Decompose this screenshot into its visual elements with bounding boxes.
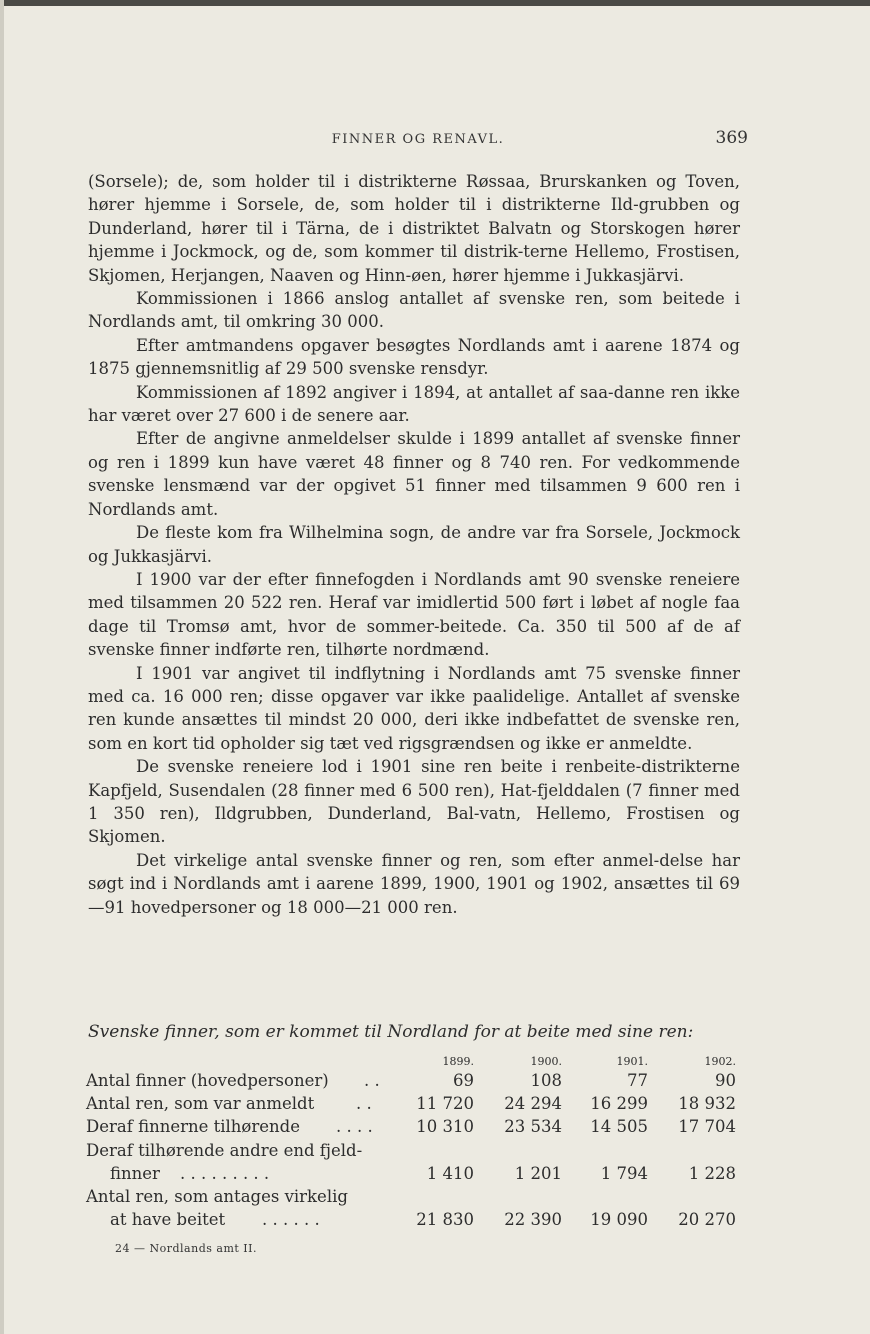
year-header: 1900. bbox=[530, 1055, 562, 1068]
page-header bbox=[88, 128, 748, 152]
row-label: Deraf tilhørende andre end fjeld- bbox=[86, 1140, 363, 1160]
table-cell: 90 bbox=[715, 1071, 736, 1090]
table-cell: 1 794 bbox=[600, 1163, 648, 1183]
table-header-row bbox=[86, 1055, 742, 1071]
table-cell: 1 228 bbox=[688, 1163, 736, 1183]
row-label: Antal finner (hovedpersoner) bbox=[86, 1071, 329, 1090]
table-cell: 14 505 bbox=[590, 1117, 648, 1137]
table-row bbox=[86, 1094, 742, 1117]
year-header: 1902. bbox=[704, 1055, 736, 1068]
running-head: FINNER OG RENAVL. bbox=[331, 132, 505, 147]
table-row bbox=[86, 1117, 742, 1140]
paragraph: De svenske reneiere lod i 1901 sine ren beite i renbeite-distrikterne Kapfjeld, Susendalen (28 finner med 6 500 ren), Hat-fjelddalen (7 finner med 1 350 ren), Ildgrubben, Dunderland, Bal-vatn, Hellemo, Frostisen og Skjomen. bbox=[88, 757, 740, 847]
table-cell: 16 299 bbox=[590, 1094, 648, 1114]
table-cell: 11 720 bbox=[416, 1094, 474, 1114]
row-label: Antal ren, som antages virkelig bbox=[86, 1186, 348, 1206]
table-cell: 21 830 bbox=[416, 1210, 474, 1230]
table-cell: 19 090 bbox=[590, 1210, 648, 1230]
paragraph: De fleste kom fra Wilhelmina sogn, de andre var fra Sorsele, Jockmock og Jukkasjärvi. bbox=[88, 523, 740, 566]
leader-dots: . . bbox=[364, 1071, 380, 1090]
footnote: 24 — Nordlands amt II. bbox=[115, 1242, 257, 1255]
table-row-continuation bbox=[86, 1164, 742, 1187]
leader-dots: . . . . . . bbox=[262, 1210, 320, 1230]
leader-dots: . . bbox=[356, 1094, 372, 1114]
table-row bbox=[86, 1141, 742, 1164]
paragraph: Kommissionen af 1892 angiver i 1894, at antallet af saa-danne ren ikke har været over 27 600 i de senere aar. bbox=[88, 382, 740, 426]
row-label: Deraf finnerne tilhørende bbox=[86, 1117, 300, 1137]
paragraph: I 1901 var angivet til indflytning i Nordlands amt 75 svenske finner med ca. 16 000 ren; disse opgaver var ikke paalidelige. Antallet af svenske ren kunde ansættes til mindst 20 000, deri ikke indbefattet de svenske ren, som en kort tid opholder sig tæt ved rigsgrændsen og ikke er anmeldte. bbox=[88, 663, 740, 753]
table-cell: 1 410 bbox=[426, 1163, 474, 1183]
table-cell: 77 bbox=[627, 1071, 648, 1090]
table-row bbox=[86, 1187, 742, 1210]
table-cell: 69 bbox=[453, 1071, 474, 1090]
scan-top-edge bbox=[0, 0, 870, 6]
leader-dots: . . . . . . . . . bbox=[180, 1163, 270, 1183]
body-text bbox=[88, 170, 740, 919]
paragraph: Kommissionen i 1866 anslog antallet af svenske ren, som beitede i Nordlands amt, til omkring 30 000. bbox=[88, 289, 740, 332]
paragraph: I 1900 var der efter finnefogden i Nordlands amt 90 svenske reneiere med tilsammen 20 522 ren. Heraf var imidlertid 500 ført i løbet af nogle faa dage til Tromsø amt, hvor de sommer-beitede. Ca. 350 til 500 af de af svenske finner indførte ren, tilhørte nordmænd. bbox=[88, 569, 740, 660]
table-cell: 108 bbox=[530, 1071, 562, 1090]
table-row bbox=[86, 1071, 742, 1094]
paragraph: Det virkelige antal svenske finner og ren, som efter anmel-delse har søgt ind i Nordlands amt i aarene 1899, 1900, 1901 og 1902, ansættes til 69—91 hovedpersoner og 18 000—21 000 ren. bbox=[88, 850, 740, 917]
leader-dots: . . . . bbox=[336, 1117, 373, 1137]
row-label: finner bbox=[110, 1163, 160, 1183]
table-cell: 23 534 bbox=[504, 1117, 562, 1137]
statistics-table bbox=[86, 1055, 742, 1233]
scan-left-edge bbox=[0, 0, 4, 1334]
paragraph: Efter amtmandens opgaver besøgtes Nordlands amt i aarene 1874 og 1875 gjennemsnitlig af 29 500 svenske rensdyr. bbox=[88, 335, 740, 379]
table-cell: 1 201 bbox=[514, 1163, 562, 1183]
year-header: 1901. bbox=[616, 1055, 648, 1068]
table-caption: Svenske finner, som er kommet til Nordland for at beite med sine ren: bbox=[88, 1022, 694, 1042]
paragraph: (Sorsele); de, som holder til i distrikterne Røssaa, Brurskanken og Toven, hører hjemme i Sorsele, de, som holder til i distrikterne Ild-grubben og Dunderland, hører til i Tärna, de i distriktet Balvatn og Storskogen hører hjemme i Jockmock, og de, som kommer til distrik-terne Hellemo, Frostisen, Skjomen, Herjangen, Naaven og Hinn-øen, hører hjemme i Jukkasjärvi. bbox=[88, 172, 740, 285]
year-header: 1899. bbox=[442, 1055, 474, 1068]
row-label: Antal ren, som var anmeldt bbox=[86, 1094, 315, 1114]
table-cell: 20 270 bbox=[678, 1210, 736, 1230]
paragraph: Efter de angivne anmeldelser skulde i 1899 antallet af svenske finner og ren i 1899 kun have været 48 finner og 8 740 ren. For vedkommende svenske lensmænd var der opgivet 51 finner med tilsammen 9 600 ren i Nordlands amt. bbox=[88, 429, 740, 519]
row-label: at have beitet bbox=[110, 1210, 226, 1230]
table-cell: 10 310 bbox=[416, 1117, 474, 1137]
page-number: 369 bbox=[715, 128, 748, 148]
table-cell: 17 704 bbox=[678, 1117, 736, 1137]
table-cell: 22 390 bbox=[504, 1210, 562, 1230]
table-row-continuation bbox=[86, 1210, 742, 1233]
table-cell: 24 294 bbox=[504, 1094, 562, 1114]
table-cell: 18 932 bbox=[678, 1094, 736, 1114]
